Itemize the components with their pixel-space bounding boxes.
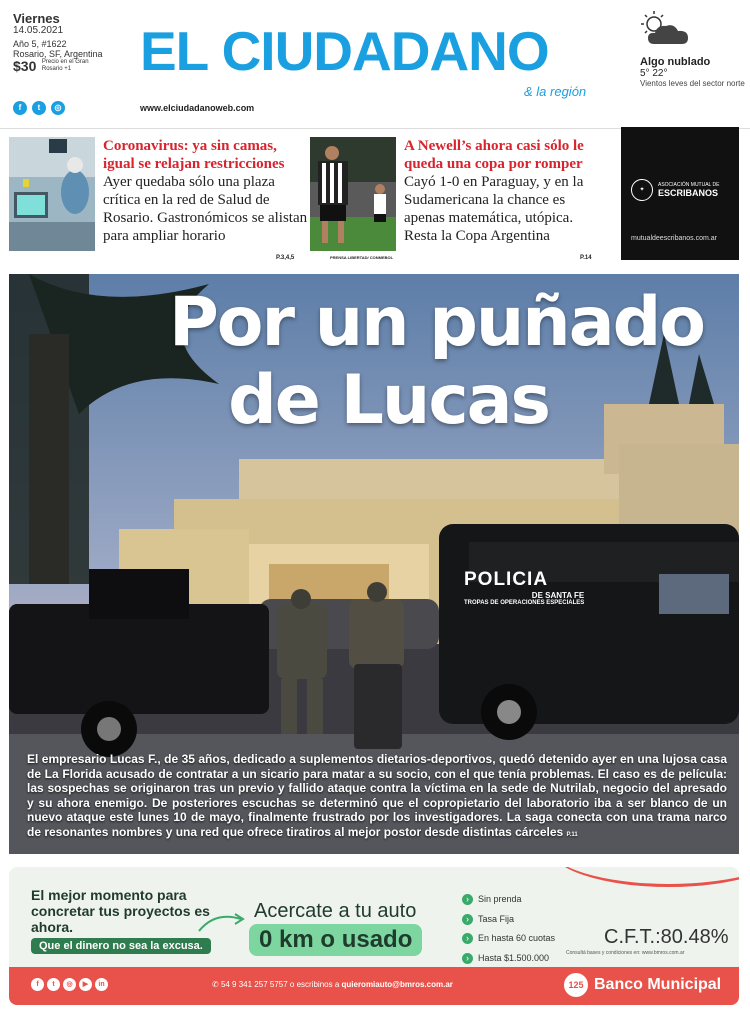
ad-swoosh-decoration bbox=[549, 867, 739, 887]
ad-excuse: Que el dinero no sea la excusa. bbox=[31, 938, 211, 954]
seal-icon: ✦ bbox=[631, 179, 653, 201]
escribanos-site: mutualdeescribanos.com.ar bbox=[631, 235, 717, 242]
ad-lead: El mejor momento para concretar tus proyectos es ahora. bbox=[31, 887, 210, 935]
main-caption: El empresario Lucas F., de 35 años, dedicado a suplementos dietarios-deportivos, quedó detenido ayer en una lujosa casa de La Florida acusado de contratar a un sicario para matar a su socio, con el que tenía problemas. El caso es de película: las sospechas se originaron tras un previo y fallido ataque contra la víctima en la sede de Nutrilab, negocio del apresado y su ahora enemigo. De posteriores escuchas se determinó que el copropietario del laboratorio iba a ser blanco de un nuevo ataque este lunes 10 de mayo, finalmente frustrado por los investigadores. La saga conecta con una trama narco de resonantes nombres y una red que ofrece tiratiros al mejor postor desde distintas cárceles P.11 bbox=[27, 752, 727, 839]
masthead bbox=[0, 0, 750, 124]
bank-name: Banco Municipal bbox=[594, 976, 722, 993]
weather-temps: 5° 22° bbox=[640, 68, 668, 79]
issue-day: Viernes bbox=[13, 11, 60, 26]
website-url[interactable]: www.elciudadanoweb.com bbox=[140, 103, 255, 113]
logo-region: & la región bbox=[524, 84, 587, 99]
teaser-newells[interactable] bbox=[404, 137, 609, 245]
weather-wind: Vientos leves del sector norte bbox=[640, 79, 745, 88]
ad-benefit: › En hasta 60 cuotas bbox=[462, 929, 555, 949]
twitter-icon[interactable]: t bbox=[47, 978, 60, 991]
teaser-kicker: A Newell’s ahora casi sólo le queda una copa por romper bbox=[404, 138, 584, 172]
cloud-sun-icon bbox=[640, 10, 696, 50]
ad-benefit: › Hasta $1.500.000 bbox=[462, 949, 555, 969]
date-block bbox=[13, 12, 103, 73]
issue-date: 14.05.2021 bbox=[13, 25, 64, 36]
ad-social-links bbox=[31, 978, 108, 991]
bank-125-badge: 125 bbox=[564, 973, 588, 997]
arrow-icon bbox=[197, 909, 247, 935]
van-police-label: POLICIA DE SANTA FE TROPAS DE OPERACIONES ESPECIALES bbox=[464, 569, 585, 606]
instagram-icon[interactable]: ◎ bbox=[63, 978, 76, 991]
instagram-icon[interactable]: ◎ bbox=[51, 101, 65, 115]
ad-benefit: › Tasa Fija bbox=[462, 910, 555, 930]
ad-contact[interactable]: ✆ 54 9 341 257 5757 o escribinos a quieromiauto@bmros.com.ar bbox=[212, 980, 453, 989]
teaser-kicker: Coronavirus: ya sin camas, igual se relajan restricciones bbox=[103, 138, 285, 172]
escribanos-line2: ESCRIBANOS bbox=[658, 188, 719, 198]
weather-widget bbox=[640, 10, 745, 88]
teaser-coronavirus[interactable] bbox=[103, 137, 308, 245]
newspaper-logo[interactable]: EL CIUDADANO bbox=[140, 20, 549, 82]
twitter-icon[interactable]: t bbox=[32, 101, 46, 115]
weather-condition: Algo nublado bbox=[640, 56, 711, 68]
ad-cta-line2: 0 km o usado bbox=[249, 924, 422, 956]
teaser-photo-soccer[interactable] bbox=[310, 137, 396, 251]
ad-cft-note: Consultá bases y condiciones en: www.bmros.com.ar bbox=[566, 950, 685, 956]
ad-benefits bbox=[462, 890, 555, 968]
main-story[interactable] bbox=[9, 274, 739, 854]
linkedin-icon[interactable]: in bbox=[95, 978, 108, 991]
facebook-icon[interactable]: f bbox=[13, 101, 27, 115]
teaser-photo-hospital[interactable] bbox=[9, 137, 95, 251]
issue-price: $30 bbox=[13, 58, 37, 74]
ad-cft: C.F.T.:80.48% bbox=[604, 926, 729, 948]
phone-icon: ✆ bbox=[212, 980, 219, 989]
escribanos-line1: ASOCIACIÓN MUTUAL DE bbox=[658, 182, 720, 188]
teaser-body: Cayó 1-0 en Paraguay, y en la Sudamericana la chance es apenas matemática, utópica. Resta la Copa Argentina bbox=[404, 174, 584, 244]
issue-location: Rosario, SF, Argentina bbox=[13, 49, 103, 59]
banco-municipal-ad[interactable] bbox=[9, 867, 739, 1005]
escribanos-ad[interactable] bbox=[621, 127, 739, 260]
main-headline: Por un puñado de Lucas bbox=[168, 283, 704, 440]
teaser-body: Ayer quedaba sólo una plaza crítica en la red de Salud de Rosario. Gastronómicos se alistan para ampliar horario bbox=[103, 174, 308, 244]
youtube-icon[interactable]: ▶ bbox=[79, 978, 92, 991]
social-links bbox=[13, 101, 65, 115]
issue-edition: Año 5, #1622 bbox=[13, 39, 67, 49]
ad-cta-line1: Acercate a tu auto bbox=[254, 900, 417, 922]
teaser-pages: P.14 bbox=[580, 255, 592, 261]
bank-brand[interactable] bbox=[564, 973, 721, 997]
price-note: Precio en el Gran Rosario +1 bbox=[41, 59, 89, 72]
ad-benefit: › Sin prenda bbox=[462, 890, 555, 910]
teaser-pages: P.3,4,5 bbox=[276, 255, 295, 261]
photo-credit: PRENSA LIBERTAD/ CONMEBOL bbox=[330, 255, 394, 260]
facebook-icon[interactable]: f bbox=[31, 978, 44, 991]
escribanos-brand bbox=[631, 179, 720, 201]
ad-bottom-bar bbox=[9, 967, 739, 1005]
